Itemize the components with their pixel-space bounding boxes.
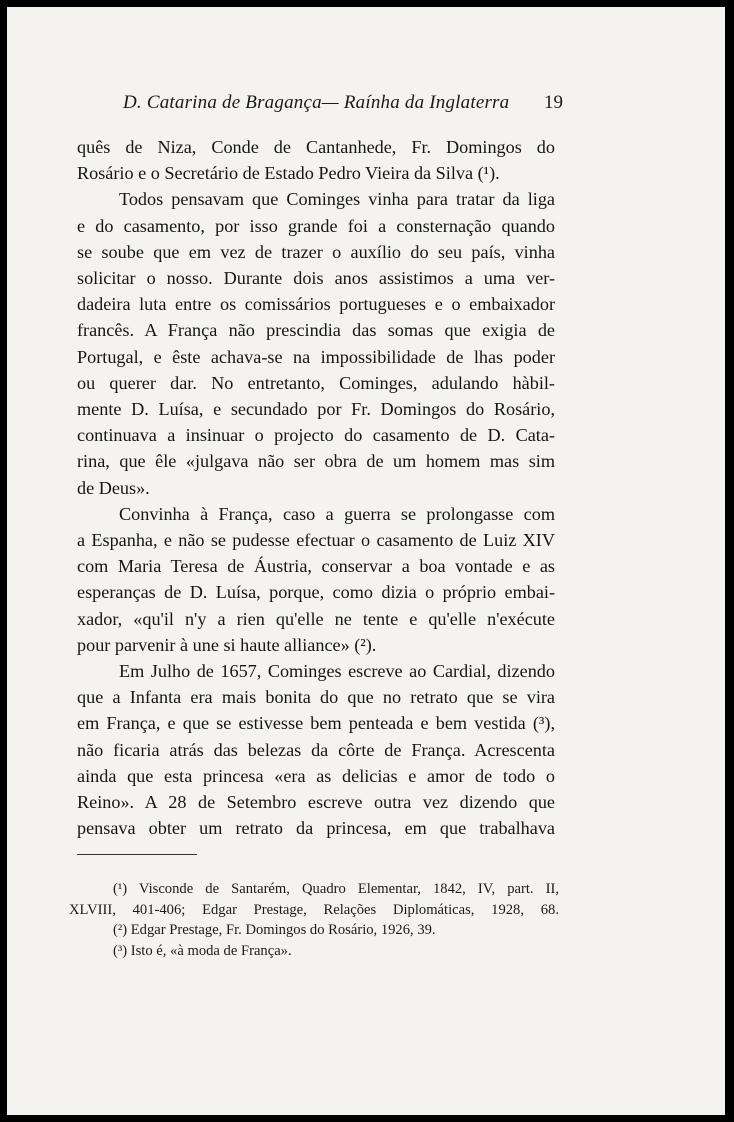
text-line: mente D. Luísa, e secundado por Fr. Domingos do Rosário,	[77, 399, 555, 420]
text-line: Todos pensavam que Cominges vinha para tratar da liga	[119, 189, 555, 210]
text-line: Convinha à França, caso a guerra se prolongasse com	[119, 503, 555, 524]
running-title: D. Catarina de Bragança— Raínha da Inglaterra	[123, 92, 510, 113]
text-line: que a Infanta era mais bonita do que no retrato que se vira	[77, 687, 555, 708]
text-line: de Deus».	[77, 477, 150, 498]
text-line: não ficaria atrás das belezas da côrte de França. Acrescenta	[77, 739, 555, 760]
text-line: francês. A França não prescindia das somas que exigia de	[77, 320, 555, 341]
page-header	[123, 92, 563, 120]
text-line: Reino». A 28 de Setembro escreve outra vez dizendo que	[77, 792, 555, 813]
text-line: ainda que esta princesa «era as delicias e amor de todo o	[77, 765, 555, 786]
text-line: rina, que êle «julgava não ser obra de um homem mas sim	[77, 451, 555, 472]
text-line: dadeira luta entre os comissários portugueses e o embaixador	[77, 294, 555, 315]
text-line: pour parvenir à une si haute alliance» (²).	[77, 634, 377, 655]
text-line: e do casamento, por isso grande foi a consternação quando	[77, 215, 555, 236]
text-line: Rosário e o Secretário de Estado Pedro Vieira da Silva (¹).	[77, 163, 500, 184]
page-number: 19	[544, 92, 563, 113]
footnote-1: (¹) Visconde de Santarém, Quadro Elementar, 1842, IV, part. II,	[113, 881, 559, 897]
text-line: Portugal, e êste achava-se na impossibilidade de lhas poder	[77, 346, 555, 367]
body-text	[77, 134, 555, 841]
text-line: a Espanha, e não se pudesse efectuar o casamento de Luiz XIV	[77, 530, 555, 551]
footnote-1-continued: XLVIII, 401-406; Edgar Prestage, Relações Diplomáticas, 1928, 68.	[69, 901, 559, 918]
text-line: continuava a insinuar o projecto do casamento de D. Cata-	[77, 425, 555, 446]
text-line: quês de Niza, Conde de Cantanhede, Fr. Domingos do	[77, 137, 555, 157]
footnote-2: (²) Edgar Prestage, Fr. Domingos do Rosário, 1926, 39.	[113, 922, 436, 938]
text-line: solicitar o nosso. Durante dois anos assistimos a uma ver-	[77, 268, 555, 289]
footnote-divider	[77, 854, 197, 855]
text-line: pensava obter um retrato da princesa, em que trabalhava	[77, 818, 555, 839]
text-line: em França, e que se estivesse bem penteada e bem vestida (³),	[77, 713, 555, 734]
footnote-3: (³) Isto é, «à moda de França».	[113, 942, 292, 959]
text-line: se soube que em vez de trazer o auxílio do seu país, vinha	[77, 241, 555, 262]
text-line: esperanças de D. Luísa, porque, como dizia o próprio embai-	[77, 582, 555, 603]
text-line: xador, «qu'il n'y a rien qu'elle ne tente e qu'elle n'exécute	[77, 608, 555, 629]
text-line: com Maria Teresa de Áustria, conservar a boa vontade e as	[77, 556, 555, 577]
footnotes	[69, 879, 559, 961]
document-page	[7, 7, 725, 1115]
text-line: Em Julho de 1657, Cominges escreve ao Cardial, dizendo	[119, 661, 555, 682]
text-line: ou querer dar. No entretanto, Cominges, adulando hàbil-	[77, 372, 555, 393]
